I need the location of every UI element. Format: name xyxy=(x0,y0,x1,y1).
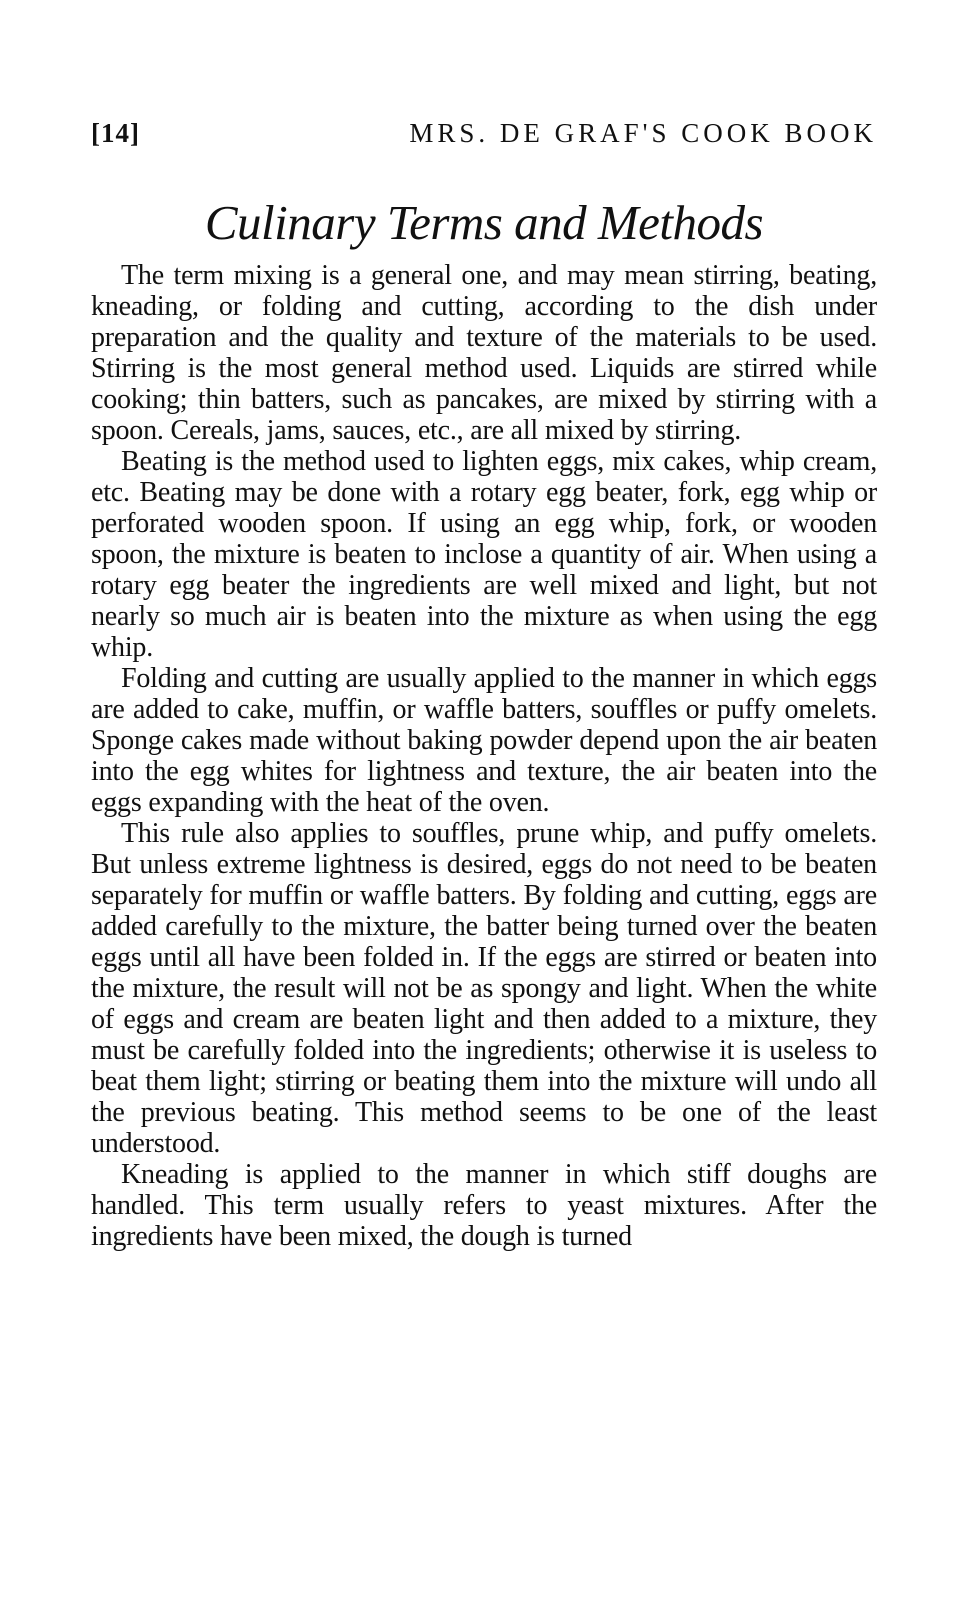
chapter-title: Culinary Terms and Methods xyxy=(204,195,764,250)
paragraph-souffles: This rule also applies to souffles, prune whip, and puffy omelets. But unless extreme lightness is desired, eggs do not need to be beaten separately for muffin or waffle batters. By folding and cutting, eggs are added carefully to the mixture, the batter being turned over the beaten eggs until all have been folded in. If the eggs are stirred or beaten into the mixture, the result will not be as spongy and light. When the white of eggs and cream are beaten light and then added to a mixture, they must be carefully folded into the ingredients; otherwise it is useless to beat them light; stirring or beating them into the mixture will undo all the previous beating. This method seems to be one of the least understood. xyxy=(91,817,877,1159)
running-head xyxy=(91,118,877,158)
body-text xyxy=(91,260,877,1252)
paragraph-beating: Beating is the method used to lighten eggs, mix cakes, whip cream, etc. Beating may be done with a rotary egg beater, fork, egg whip or perforated wooden spoon. If using an egg whip, fork, or wooden spoon, the mixture is beaten to inclose a quantity of air. When using a rotary egg beater the ingredients are well mixed and light, but not nearly so much air is beaten into the mixture as when using the egg whip. xyxy=(91,445,877,663)
page-number: [14] xyxy=(91,118,140,148)
book-page xyxy=(91,118,877,1252)
paragraph-folding: Folding and cutting are usually applied to the manner in which eggs are added to cake, muffin, or waffle batters, souffles or puffy omelets. Sponge cakes made without baking powder depend upon the air beaten into the egg whites for lightness and texture, the air beaten into the eggs expanding with the heat of the oven. xyxy=(91,662,877,818)
paragraph-mixing: The term mixing is a general one, and may mean stirring, beating, kneading, or folding and cutting, according to the dish under preparation and the quality and texture of the materials to be used. Stirring is the most general method used. Liquids are stirred while cooking; thin batters, such as pancakes, are mixed by stirring with a spoon. Cereals, jams, sauces, etc., are all mixed by stirring. xyxy=(91,259,877,446)
book-title: MRS. DE GRAF'S COOK BOOK xyxy=(409,118,877,148)
paragraph-kneading: Kneading is applied to the manner in which stiff doughs are handled. This term usually refers to yeast mixtures. After the ingredients have been mixed, the dough is turned xyxy=(91,1158,877,1252)
